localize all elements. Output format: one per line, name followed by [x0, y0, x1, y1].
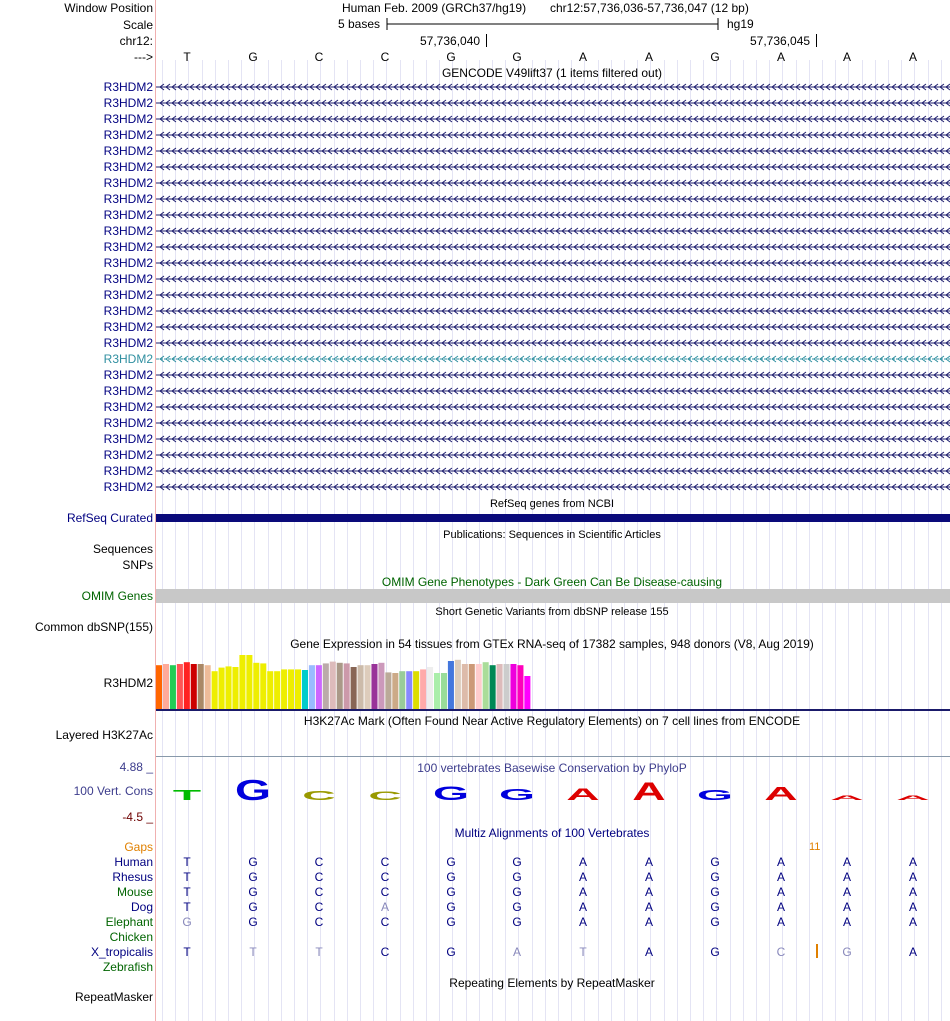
multiz-base: A	[842, 855, 852, 869]
multiz-species-label[interactable]: X_tropicalis	[90, 945, 153, 959]
multiz-base: A	[776, 870, 786, 884]
omim-track-label[interactable]: OMIM Genes	[81, 589, 153, 603]
base-letter: C	[314, 50, 324, 64]
multiz-species-label[interactable]: Zebrafish	[102, 960, 153, 974]
multiz-species-label[interactable]: Elephant	[105, 915, 153, 929]
multiz-base: T	[315, 945, 323, 959]
gencode-transcript-label[interactable]: R3HDM2	[103, 384, 153, 398]
position-readout: chr12:57,736,036-57,736,047 (12 bp)	[550, 1, 749, 15]
strand-label: --->	[134, 50, 153, 64]
multiz-base: A	[776, 900, 786, 914]
multiz-base: A	[776, 915, 786, 929]
gencode-transcript-label[interactable]: R3HDM2	[103, 112, 153, 126]
multiz-base: G	[710, 870, 720, 884]
multiz-base: A	[644, 915, 654, 929]
base-letter: A	[842, 50, 852, 64]
base-letter: G	[710, 50, 720, 64]
phylop-logo-letter: A	[566, 785, 600, 804]
multiz-base: A	[776, 885, 786, 899]
multiz-base: G	[512, 915, 522, 929]
multiz-species-label[interactable]: Mouse	[116, 885, 153, 899]
multiz-base: A	[578, 915, 588, 929]
gencode-transcript-label[interactable]: R3HDM2	[103, 336, 153, 350]
base-letter: C	[380, 50, 390, 64]
multiz-base: G	[446, 870, 456, 884]
scale-db-label: hg19	[727, 17, 754, 31]
phylop-logo-letter: G	[433, 782, 469, 805]
multiz-base: C	[380, 870, 390, 884]
gencode-transcript-label[interactable]: R3HDM2	[103, 416, 153, 430]
base-letter: A	[908, 50, 918, 64]
multiz-base: G	[512, 855, 522, 869]
gtex-track-title[interactable]: Gene Expression in 54 tissues from GTEx RNA-seq of 17382 samples, 948 donors (V8, Aug 2019)	[290, 637, 814, 651]
multiz-base: C	[314, 885, 324, 899]
multiz-base: A	[908, 855, 918, 869]
multiz-base: T	[183, 945, 191, 959]
gencode-transcript-label[interactable]: R3HDM2	[103, 128, 153, 142]
multiz-base: G	[710, 885, 720, 899]
phylop-logo-letter: G	[499, 786, 535, 804]
phylop-max-label: 4.88 _	[119, 760, 153, 774]
multiz-base: T	[183, 855, 191, 869]
phylop-logo-letter: C	[368, 789, 402, 803]
repeatmasker-track-label[interactable]: RepeatMasker	[74, 990, 153, 1004]
phylop-logo-letter: A	[896, 794, 930, 802]
phylop-track-title[interactable]: 100 vertebrates Basewise Conservation by PhyloP	[417, 761, 687, 775]
gencode-transcript-label[interactable]: R3HDM2	[103, 256, 153, 270]
multiz-base: A	[578, 855, 588, 869]
gencode-transcript-label[interactable]: R3HDM2	[103, 96, 153, 110]
gencode-transcript-label[interactable]: R3HDM2	[103, 208, 153, 222]
dbsnp-track-label[interactable]: Common dbSNP(155)	[34, 620, 153, 634]
gencode-transcript-label[interactable]: R3HDM2	[103, 224, 153, 238]
multiz-base: A	[908, 945, 918, 959]
multiz-base: C	[776, 945, 786, 959]
base-letter: G	[512, 50, 522, 64]
base-letter: G	[446, 50, 456, 64]
refseq-track-label[interactable]: RefSeq Curated	[66, 511, 153, 525]
multiz-base: A	[776, 855, 786, 869]
gencode-transcript-label[interactable]: R3HDM2	[103, 144, 153, 158]
multiz-base: A	[842, 915, 852, 929]
multiz-base: C	[380, 915, 390, 929]
gencode-transcript-label[interactable]: R3HDM2	[103, 400, 153, 414]
phylop-logo-letter: A	[632, 776, 666, 806]
multiz-base: G	[182, 915, 192, 929]
base-letter: G	[248, 50, 258, 64]
phylop-logo-letter: A	[830, 794, 864, 802]
gencode-transcript-label[interactable]: R3HDM2	[103, 80, 153, 94]
gencode-transcript-label[interactable]: R3HDM2	[103, 272, 153, 286]
gencode-transcript-label[interactable]: R3HDM2	[103, 192, 153, 206]
multiz-insertion-marker	[816, 944, 818, 958]
multiz-base: G	[248, 885, 258, 899]
multiz-base: G	[248, 915, 258, 929]
publications-track-title[interactable]: Publications: Sequences in Scientific Articles	[443, 529, 661, 541]
multiz-base: T	[183, 870, 191, 884]
multiz-base: G	[512, 870, 522, 884]
multiz-base: A	[644, 855, 654, 869]
window-position-label: Window Position	[64, 1, 153, 15]
publications-snps-label[interactable]: SNPs	[122, 558, 153, 572]
multiz-base: A	[644, 870, 654, 884]
gencode-transcript-label[interactable]: R3HDM2	[103, 368, 153, 382]
gencode-transcript-label[interactable]: R3HDM2	[103, 448, 153, 462]
h3k27ac-track-title[interactable]: H3K27Ac Mark (Often Found Near Active Regulatory Elements) on 7 cell lines from ENCODE	[303, 714, 801, 728]
multiz-base: A	[380, 900, 390, 914]
chrom-label: chr12:	[119, 34, 153, 48]
multiz-base: G	[710, 915, 720, 929]
multiz-base: C	[380, 885, 390, 899]
multiz-species-label[interactable]: Chicken	[109, 930, 153, 944]
multiz-species-label[interactable]: Human	[114, 855, 153, 869]
multiz-base: A	[908, 870, 918, 884]
multiz-base: G	[842, 945, 852, 959]
multiz-base: A	[908, 885, 918, 899]
multiz-base: G	[710, 900, 720, 914]
gtex-track-label[interactable]: R3HDM2	[103, 676, 153, 690]
multiz-base: G	[512, 885, 522, 899]
multiz-gaps-label: Gaps	[124, 840, 153, 854]
multiz-base: G	[248, 870, 258, 884]
gencode-transcript-label[interactable]: R3HDM2	[103, 304, 153, 318]
base-letter: A	[644, 50, 654, 64]
multiz-base: C	[314, 855, 324, 869]
multiz-base: G	[248, 855, 258, 869]
multiz-base: G	[446, 915, 456, 929]
multiz-base: T	[183, 885, 191, 899]
multiz-base: A	[578, 900, 588, 914]
repeatmasker-track-title[interactable]: Repeating Elements by RepeatMasker	[449, 976, 655, 990]
refseq-track-title[interactable]: RefSeq genes from NCBI	[489, 498, 615, 510]
scale-text: 5 bases	[338, 17, 381, 31]
multiz-base: T	[249, 945, 257, 959]
multiz-base: G	[446, 855, 456, 869]
dbsnp-track-title[interactable]: Short Genetic Variants from dbSNP release 155	[435, 606, 669, 618]
phylop-track-label[interactable]: 100 Vert. Cons	[73, 784, 153, 798]
multiz-base: A	[908, 915, 918, 929]
gencode-transcript-label[interactable]: R3HDM2	[103, 320, 153, 334]
gencode-transcript-label[interactable]: R3HDM2	[103, 160, 153, 174]
gencode-transcript-label[interactable]: R3HDM2	[103, 480, 153, 494]
multiz-base: A	[842, 900, 852, 914]
scale-label: Scale	[122, 18, 153, 32]
multiz-base: T	[183, 900, 191, 914]
phylop-logo-letter: G	[235, 774, 271, 807]
multiz-base: A	[512, 945, 522, 959]
gencode-transcript-label[interactable]: R3HDM2	[103, 352, 153, 366]
multiz-base: G	[446, 900, 456, 914]
multiz-base: A	[578, 870, 588, 884]
coord-left-label: 57,736,040	[420, 34, 481, 48]
multiz-base: C	[314, 870, 324, 884]
multiz-base: G	[446, 885, 456, 899]
gencode-transcript-label[interactable]: R3HDM2	[103, 464, 153, 478]
gencode-transcript-label[interactable]: R3HDM2	[103, 176, 153, 190]
omim-track-title[interactable]: OMIM Gene Phenotypes - Dark Green Can Be Disease-causing	[381, 575, 723, 589]
phylop-logo-letter: A	[764, 783, 798, 805]
multiz-base: A	[842, 885, 852, 899]
multiz-base: A	[842, 870, 852, 884]
multiz-base: G	[248, 900, 258, 914]
multiz-base: A	[644, 885, 654, 899]
multiz-base: C	[380, 945, 390, 959]
multiz-base: C	[314, 915, 324, 929]
base-letter: T	[183, 50, 191, 64]
multiz-species-label[interactable]: Dog	[130, 900, 153, 914]
multiz-base: A	[578, 885, 588, 899]
phylop-logo-letter: T	[172, 787, 202, 804]
multiz-base: A	[908, 900, 918, 914]
multiz-base: C	[380, 855, 390, 869]
multiz-track-title[interactable]: Multiz Alignments of 100 Vertebrates	[454, 826, 650, 840]
multiz-base: C	[314, 900, 324, 914]
multiz-base: T	[579, 945, 587, 959]
phylop-min-label: -4.5 _	[122, 810, 153, 824]
publications-sequences-label[interactable]: Sequences	[92, 542, 153, 556]
base-letter: A	[776, 50, 786, 64]
multiz-base: A	[644, 945, 654, 959]
multiz-base: G	[710, 855, 720, 869]
assembly-label: Human Feb. 2009 (GRCh37/hg19)	[342, 1, 527, 15]
multiz-base: G	[512, 900, 522, 914]
multiz-base: A	[644, 900, 654, 914]
gencode-transcript-label[interactable]: R3HDM2	[103, 432, 153, 446]
gencode-transcript-label[interactable]: R3HDM2	[103, 288, 153, 302]
phylop-logo-letter: G	[697, 787, 733, 804]
multiz-gap-count: 11	[809, 841, 821, 853]
coord-right-label: 57,736,045	[750, 34, 811, 48]
multiz-species-label[interactable]: Rhesus	[112, 870, 153, 884]
multiz-base: G	[710, 945, 720, 959]
multiz-base: G	[446, 945, 456, 959]
phylop-logo-letter: C	[302, 788, 336, 804]
h3k27ac-track-label[interactable]: Layered H3K27Ac	[55, 728, 153, 742]
gencode-transcript-label[interactable]: R3HDM2	[103, 240, 153, 254]
base-letter: A	[578, 50, 588, 64]
gencode-track-title[interactable]: GENCODE V49lift37 (1 items filtered out)	[441, 66, 663, 80]
